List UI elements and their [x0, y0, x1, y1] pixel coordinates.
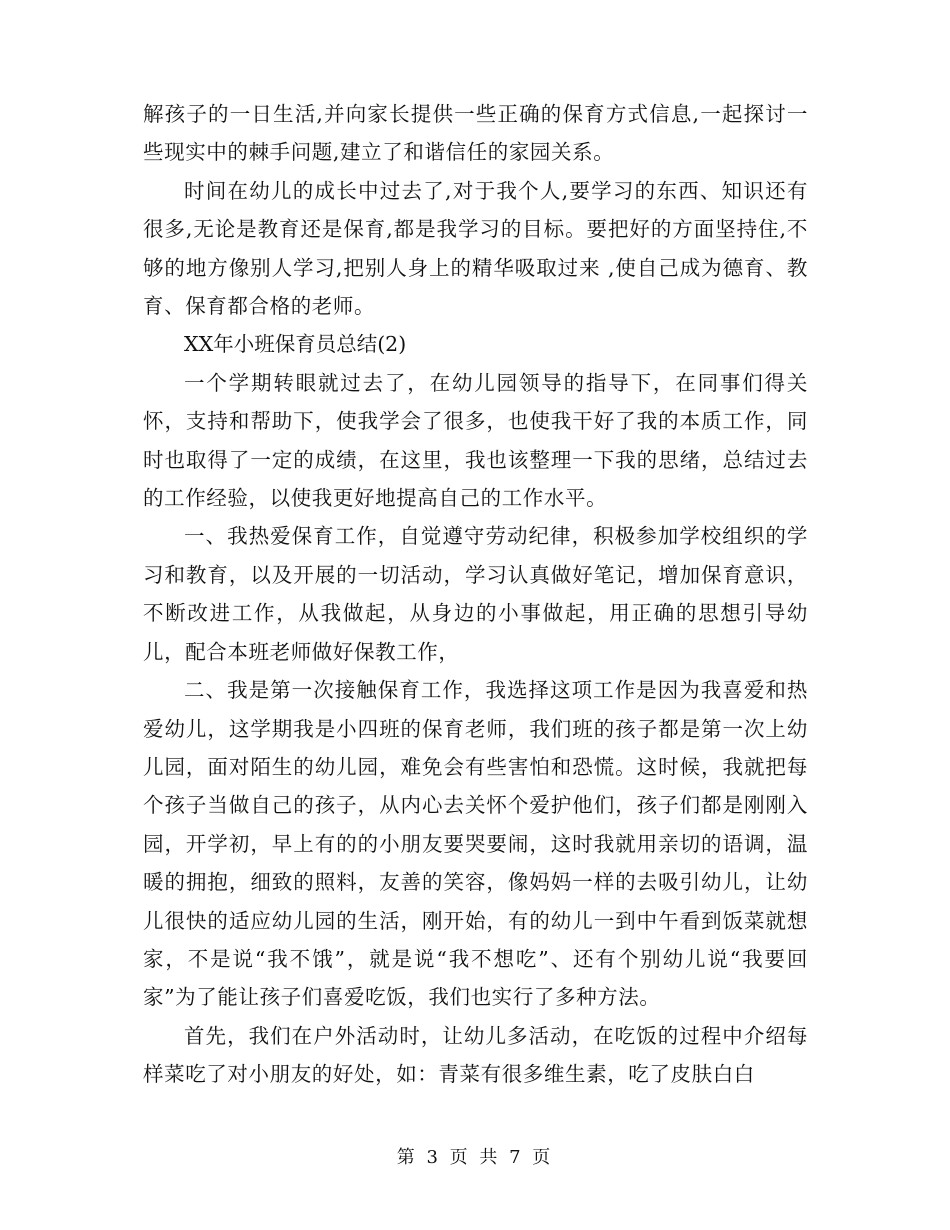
paragraph: 一个学期转眼就过去了，在幼儿园领导的指导下，在同事们得关怀，支持和帮助下，使我学会了很多，也使我干好了我的本质工作，同时也取得了一定的成绩，在这里，我也该整理一下我的思绪，总结过去的工作经验，以使我更好地提高自己的工作水平。 — [143, 370, 808, 511]
paragraph: 二、我是第一次接触保育工作，我选择这项工作是因为我喜爱和热爱幼儿，这学期我是小四班的保育老师，我们班的孩子都是第一次上幼儿园，面对陌生的幼儿园，难免会有些害怕和恐慌。这时候，我就把每个孩子当做自己的孩子，从内心去关怀个爱护他们，孩子们都是刚刚入园，开学初，早上有的的小朋友要哭要闹，这时我就用亲切的语调，温暖的拥抱，细致的照料，友善的笑容，像妈妈一样的去吸引幼儿，让幼儿很快的适应幼儿园的生活，刚开始，有的幼儿一到中午看到饭菜就想家，不是说“我不饿”，就是说“我不想吃”、还有个别幼儿说“我要回家”为了能让孩子们喜爱吃饭，我们也实行了多种方法。 — [143, 678, 808, 1010]
paragraph: 一、我热爱保育工作，自觉遵守劳动纪律，积极参加学校组织的学习和教育，以及开展的一切活动，学习认真做好笔记，增加保育意识，不断改进工作，从我做起，从身边的小事做起，用正确的思想引导幼儿，配合本班老师做好保教工作， — [143, 524, 808, 664]
paragraph: 首先，我们在户外活动时，让幼儿多活动，在吃饭的过程中介绍每样菜吃了对小朋友的好处，如：青菜有很多维生素，吃了皮肤白白 — [143, 1023, 808, 1087]
section-heading: XX年小班保育员总结(2) — [184, 332, 407, 357]
document-body — [143, 95, 808, 1094]
paragraph: 时间在幼儿的成长中过去了,对于我个人,要学习的东西、知识还有很多,无论是教育还是保育,都是我学习的目标。要把好的方面坚持住,不够的地方像别人学习,把别人身上的精华吸取过来 ,使自己成为德育、教育、保育都合格的老师。 — [143, 178, 808, 319]
page-number-footer: 第 3 页 共 7 页 — [396, 1147, 554, 1168]
paragraph: 解孩子的一日生活,并向家长提供一些正确的保育方式信息,一起探讨一些现实中的棘手问题,建立了和谐信任的家园关系。 — [143, 102, 808, 165]
